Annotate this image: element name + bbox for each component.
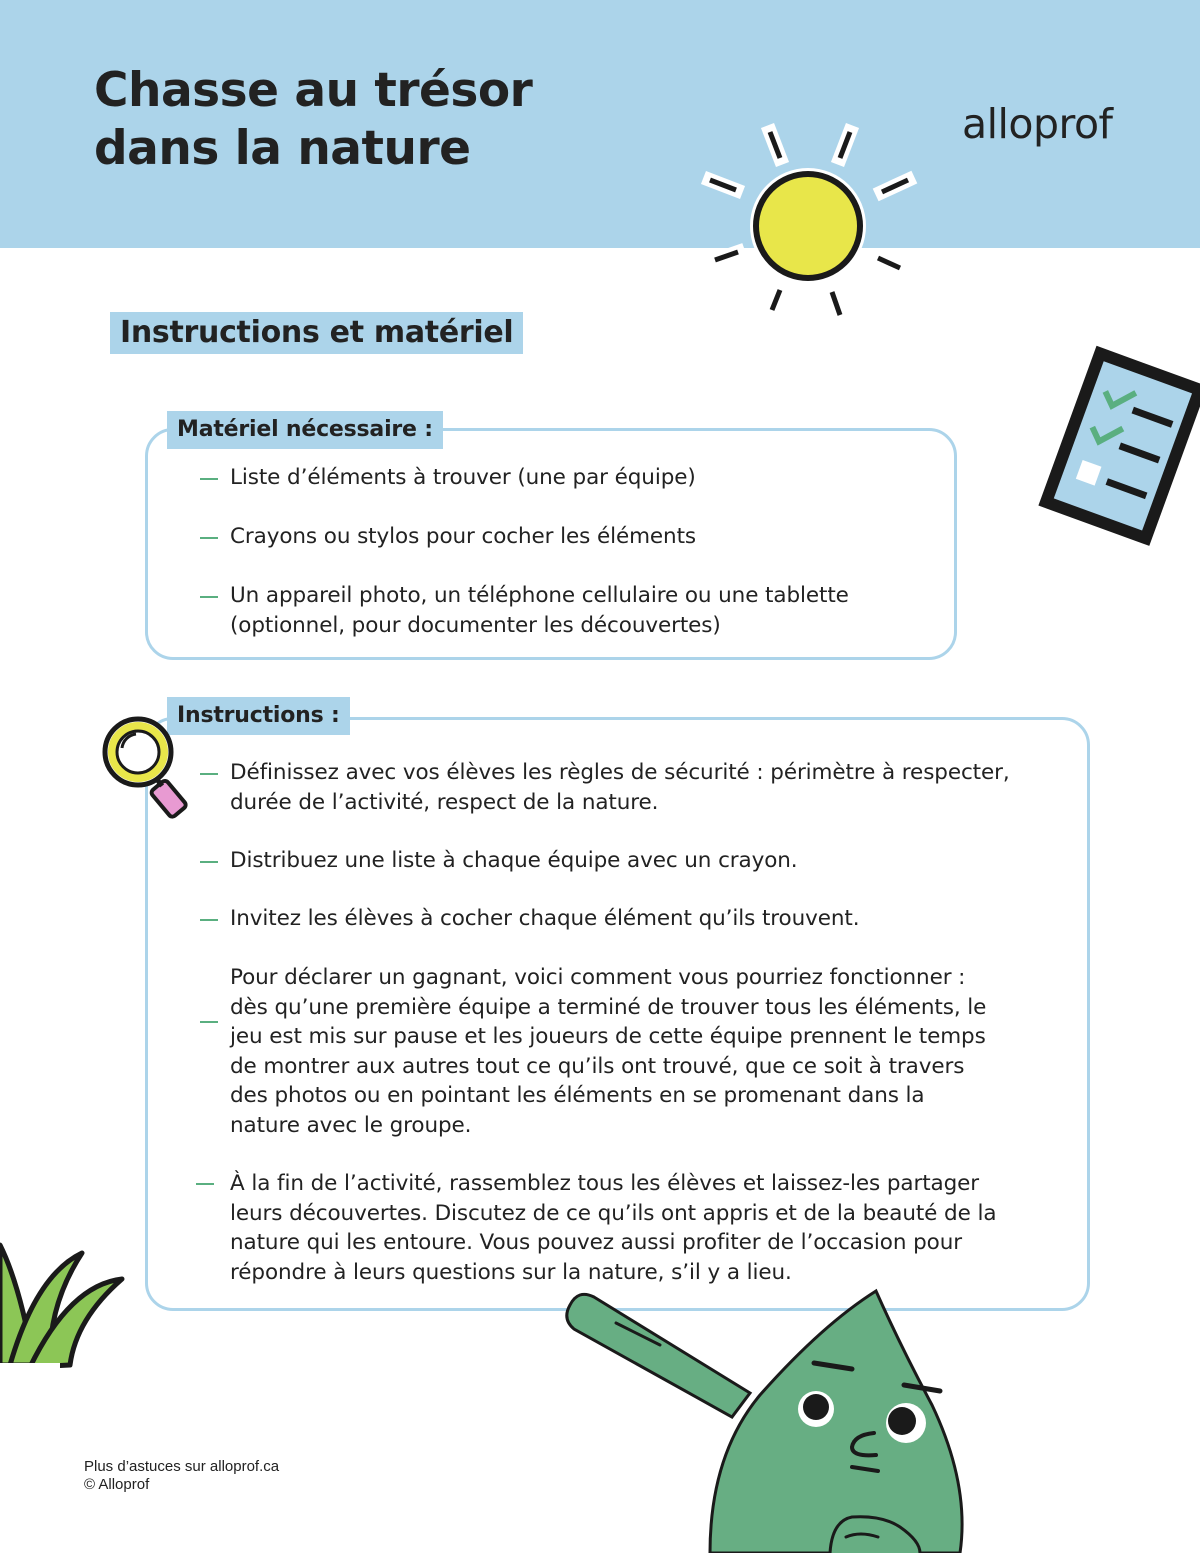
list-dash <box>200 773 218 775</box>
list-dash <box>200 919 218 921</box>
green-mascot-illustration <box>560 1285 1080 1553</box>
section-heading: Instructions et matériel <box>110 312 523 354</box>
list-item-text: nature avec le groupe. <box>230 1112 472 1138</box>
footer <box>84 1458 279 1494</box>
list-item-text: Invitez les élèves à cocher chaque élément qu’ils trouvent. <box>230 906 860 931</box>
list-dash <box>200 537 218 539</box>
list-dash <box>200 596 218 598</box>
list-dash <box>200 861 218 863</box>
list-item-text: jeu est mis sur pause et les joueurs de cette équipe prennent le temps <box>230 1024 986 1049</box>
list-item-text: de montrer aux autres tout ce qu’ils ont trouvé, que ce soit à travers <box>230 1053 965 1079</box>
list-item-text: Crayons ou stylos pour cocher les éléments <box>230 524 697 549</box>
list-item-text: Pour déclarer un gagnant, voici comment vous pourriez fonctionner : <box>230 965 966 990</box>
sun-icon <box>690 110 930 330</box>
alloprof-logo: alloprof <box>962 100 1113 148</box>
materiel-label: Matériel nécessaire : <box>167 411 443 449</box>
grass-icon <box>0 1215 130 1375</box>
list-item-text: des photos ou en pointant les éléments en se promenant dans la <box>230 1083 925 1108</box>
title-line-2: dans la nature <box>94 121 471 176</box>
list-item-text: À la fin de l’activité, rassemblez tous les élèves et laissez-les partager <box>230 1171 980 1196</box>
list-item-text: Un appareil photo, un téléphone cellulaire ou une tablette <box>230 583 849 608</box>
list-item-text: (optionnel, pour documenter les découvertes) <box>230 612 721 638</box>
checklist-icon <box>1035 340 1200 555</box>
list-item-text: Liste d’éléments à trouver (une par équipe) <box>230 465 696 490</box>
list-item-text: dès qu’une première équipe a terminé de trouver tous les éléments, le <box>230 994 987 1020</box>
list-item-text: durée de l’activité, respect de la nature. <box>230 789 659 815</box>
list-item-text: nature qui les entoure. Vous pouvez aussi profiter de l’occasion pour <box>230 1230 962 1255</box>
list-dash <box>200 1021 218 1023</box>
footer-copyright: © Alloprof <box>84 1476 150 1493</box>
document-title <box>94 62 532 178</box>
list-item-text: répondre à leurs questions sur la nature, s’il y a lieu. <box>230 1259 792 1285</box>
list-dash <box>196 1183 214 1185</box>
footer-line-1: Plus d’astuces sur alloprof.ca <box>84 1458 280 1475</box>
instructions-label: Instructions : <box>167 697 350 735</box>
magnifying-glass-icon <box>100 712 190 822</box>
list-item-text: Distribuez une liste à chaque équipe avec un crayon. <box>230 848 798 873</box>
title-line-1: Chasse au trésor <box>94 63 533 118</box>
list-dash <box>200 478 218 480</box>
list-item-text: Définissez avec vos élèves les règles de sécurité : périmètre à respecter, <box>230 760 1010 785</box>
list-item-text: leurs découvertes. Discutez de ce qu’ils ont appris et de la beauté de la <box>230 1200 997 1226</box>
